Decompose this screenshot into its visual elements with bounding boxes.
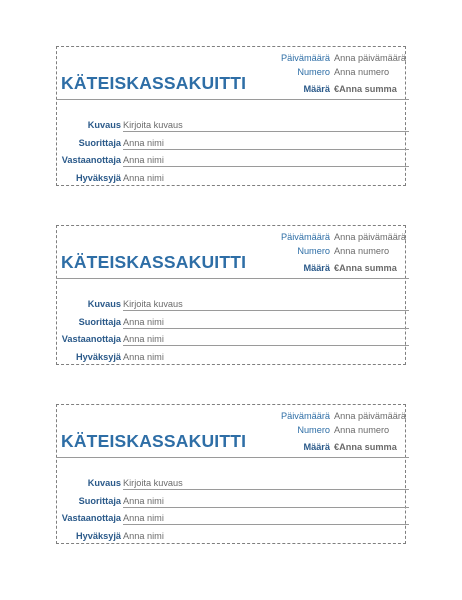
approver-field[interactable]: Anna nimi bbox=[123, 173, 164, 183]
amount-row bbox=[277, 82, 405, 96]
description-row bbox=[57, 118, 409, 132]
header-divider bbox=[57, 99, 409, 100]
description-row bbox=[57, 297, 409, 311]
approver-label: Hyväksyjä bbox=[76, 173, 121, 183]
number-row bbox=[277, 244, 405, 258]
date-field[interactable]: Anna päivämäärä bbox=[334, 411, 407, 421]
receiver-label: Vastaanottaja bbox=[61, 155, 121, 165]
date-field[interactable]: Anna päivämäärä bbox=[334, 53, 407, 63]
amount-row bbox=[277, 440, 405, 454]
number-field[interactable]: Anna numero bbox=[334, 246, 390, 256]
field-underline bbox=[123, 310, 409, 311]
date-row bbox=[277, 230, 405, 244]
header-divider bbox=[57, 457, 409, 458]
payer-row bbox=[57, 494, 409, 508]
payer-row bbox=[57, 136, 409, 150]
field-underline bbox=[123, 524, 409, 525]
payer-field[interactable]: Anna nimi bbox=[123, 496, 164, 506]
field-underline bbox=[123, 489, 409, 490]
amount-label: Määrä bbox=[303, 263, 330, 273]
field-underline bbox=[123, 328, 409, 329]
receipt-title: KÄTEISKASSAKUITTI bbox=[61, 252, 247, 272]
receipt-2 bbox=[56, 225, 406, 365]
amount-field[interactable]: €Anna summa bbox=[334, 442, 397, 452]
description-label: Kuvaus bbox=[87, 299, 121, 309]
payer-label: Suorittaja bbox=[78, 496, 121, 506]
amount-label: Määrä bbox=[303, 442, 330, 452]
approver-row bbox=[57, 529, 409, 543]
description-label: Kuvaus bbox=[87, 120, 121, 130]
date-row bbox=[277, 51, 405, 65]
number-label: Numero bbox=[297, 425, 330, 435]
number-label: Numero bbox=[297, 67, 330, 77]
field-underline bbox=[123, 149, 409, 150]
header-divider bbox=[57, 278, 409, 279]
date-field[interactable]: Anna päivämäärä bbox=[334, 232, 407, 242]
description-field[interactable]: Kirjoita kuvaus bbox=[123, 299, 183, 309]
receipt-1 bbox=[56, 46, 406, 186]
number-row bbox=[277, 423, 405, 437]
number-field[interactable]: Anna numero bbox=[334, 425, 390, 435]
payer-field[interactable]: Anna nimi bbox=[123, 317, 164, 327]
field-underline bbox=[123, 507, 409, 508]
receiver-row bbox=[57, 153, 409, 167]
approver-label: Hyväksyjä bbox=[76, 531, 121, 541]
date-row bbox=[277, 409, 405, 423]
receiver-field[interactable]: Anna nimi bbox=[123, 513, 164, 523]
payer-row bbox=[57, 315, 409, 329]
approver-field[interactable]: Anna nimi bbox=[123, 352, 164, 362]
receiver-row bbox=[57, 332, 409, 346]
approver-row bbox=[57, 350, 409, 364]
date-label: Päivämäärä bbox=[280, 53, 330, 63]
receiver-label: Vastaanottaja bbox=[61, 334, 121, 344]
field-underline bbox=[123, 131, 409, 132]
receipt-title: KÄTEISKASSAKUITTI bbox=[61, 431, 247, 451]
receiver-label: Vastaanottaja bbox=[61, 513, 121, 523]
description-label: Kuvaus bbox=[87, 478, 121, 488]
description-row bbox=[57, 476, 409, 490]
approver-row bbox=[57, 171, 409, 185]
number-field[interactable]: Anna numero bbox=[334, 67, 390, 77]
amount-field[interactable]: €Anna summa bbox=[334, 84, 397, 94]
receiver-field[interactable]: Anna nimi bbox=[123, 155, 164, 165]
date-label: Päivämäärä bbox=[280, 232, 330, 242]
date-label: Päivämäärä bbox=[280, 411, 330, 421]
number-row bbox=[277, 65, 405, 79]
amount-label: Määrä bbox=[303, 84, 330, 94]
receipt-3 bbox=[56, 404, 406, 544]
number-label: Numero bbox=[297, 246, 330, 256]
payer-label: Suorittaja bbox=[78, 317, 121, 327]
amount-field[interactable]: €Anna summa bbox=[334, 263, 397, 273]
description-field[interactable]: Kirjoita kuvaus bbox=[123, 478, 183, 488]
receipt-title: KÄTEISKASSAKUITTI bbox=[61, 73, 247, 93]
receiver-field[interactable]: Anna nimi bbox=[123, 334, 164, 344]
receiver-row bbox=[57, 511, 409, 525]
approver-label: Hyväksyjä bbox=[76, 352, 121, 362]
payer-label: Suorittaja bbox=[78, 138, 121, 148]
field-underline bbox=[123, 166, 409, 167]
amount-row bbox=[277, 261, 405, 275]
field-underline bbox=[123, 345, 409, 346]
description-field[interactable]: Kirjoita kuvaus bbox=[123, 120, 183, 130]
payer-field[interactable]: Anna nimi bbox=[123, 138, 164, 148]
approver-field[interactable]: Anna nimi bbox=[123, 531, 164, 541]
